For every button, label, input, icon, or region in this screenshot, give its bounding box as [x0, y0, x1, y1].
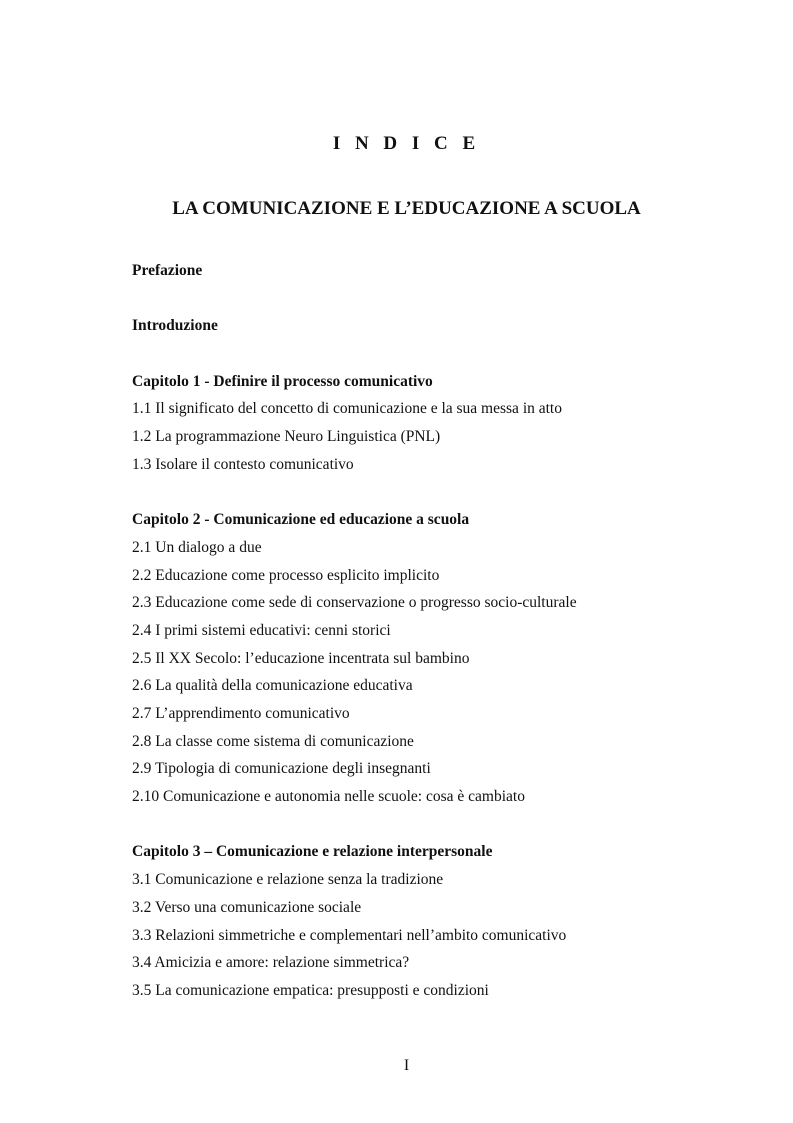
toc-entry: 2.7 L’apprendimento comunicativo: [132, 705, 350, 722]
chapter-heading: Capitolo 1 - Definire il processo comunicativo: [132, 372, 433, 390]
toc-entry: 2.3 Educazione come sede di conservazione o progresso socio-culturale: [132, 594, 577, 612]
chapter-3: [132, 838, 752, 1004]
toc-entry: 2.8 La classe come sistema di comunicazione: [132, 732, 414, 750]
chapter-heading: Capitolo 2 - Comunicazione ed educazione a scuola: [132, 511, 470, 529]
toc-entry: 3.4 Amicizia e amore: relazione simmetrica?: [132, 954, 410, 972]
toc-entry: 2.10 Comunicazione e autonomia nelle scuole: cosa è cambiato: [132, 788, 525, 806]
toc-entry: 2.4 I primi sistemi educativi: cenni storici: [132, 621, 391, 639]
index-title: I N D I C E: [332, 133, 481, 154]
toc-entry: 2.6 La qualità della comunicazione educativa: [132, 677, 413, 695]
toc-entry: 3.1 Comunicazione e relazione senza la tradizione: [132, 871, 444, 889]
toc-prefazione: Prefazione: [132, 262, 203, 279]
toc-entry: 2.5 Il XX Secolo: l’educazione incentrata sul bambino: [132, 649, 470, 667]
toc-spacer: [132, 479, 752, 507]
document-subtitle: LA COMUNICAZIONE E L’EDUCAZIONE A SCUOLA: [172, 198, 641, 219]
toc-entry: 1.2 La programmazione Neuro Linguistica (PNL): [132, 428, 441, 446]
toc-entry: 1.1 Il significato del concetto di comunicazione e la sua messa in atto: [132, 400, 562, 418]
toc-entry: 3.5 La comunicazione empatica: presupposti e condizioni: [132, 981, 489, 999]
toc-spacer: [132, 340, 752, 368]
toc-entry: 2.2 Educazione come processo esplicito implicito: [132, 566, 440, 584]
toc-spacer: [132, 811, 752, 839]
toc-entry: 2.1 Un dialogo a due: [132, 538, 262, 556]
chapter-heading: Capitolo 3 – Comunicazione e relazione interpersonale: [132, 843, 493, 861]
chapter-1: [132, 368, 752, 479]
page-number: I: [403, 1057, 410, 1074]
toc-entry: 1.3 Isolare il contesto comunicativo: [132, 455, 354, 473]
toc-entry: 3.2 Verso una comunicazione sociale: [132, 898, 362, 916]
table-of-contents: [132, 257, 752, 1005]
chapter-2: [132, 506, 752, 811]
toc-entry: 3.3 Relazioni simmetriche e complementari nell’ambito comunicativo: [132, 926, 567, 944]
toc-spacer: [132, 285, 752, 313]
toc-introduzione: Introduzione: [132, 317, 218, 335]
toc-entry: 2.9 Tipologia di comunicazione degli insegnanti: [132, 760, 431, 778]
